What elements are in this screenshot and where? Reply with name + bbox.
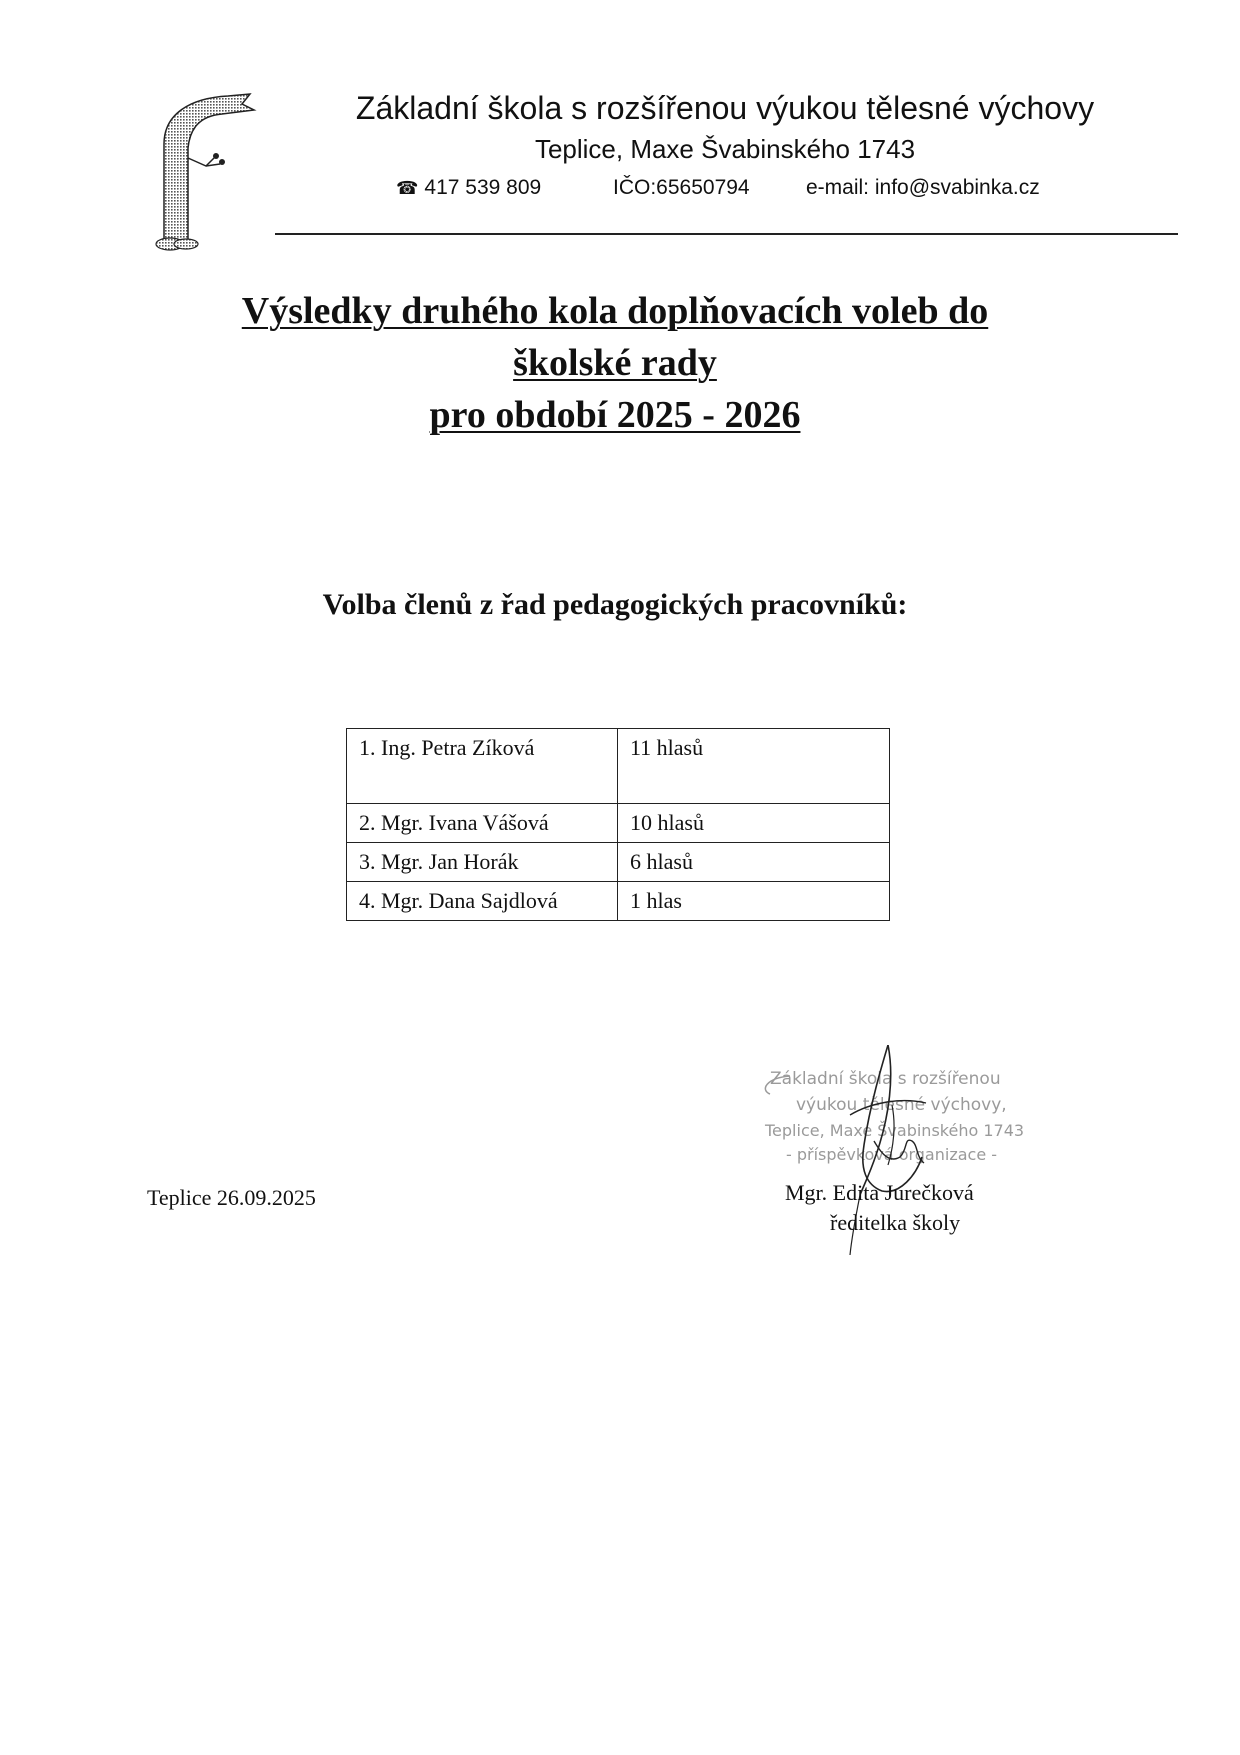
signer-role: ředitelka školy xyxy=(830,1210,961,1235)
stamp-line-4: - příspěvková organizace - xyxy=(786,1145,998,1164)
table-row xyxy=(347,729,890,804)
company-id: IČO:65650794 xyxy=(613,176,750,199)
candidate-name: 1. Ing. Petra Zíková xyxy=(347,729,618,804)
table-row xyxy=(347,882,890,921)
school-name: Základní škola s rozšířenou výukou tělesné výchovy xyxy=(355,90,1095,126)
vote-count: 10 hlasů xyxy=(618,804,890,843)
phone-number xyxy=(396,176,541,200)
candidate-name: 4. Mgr. Dana Sajdlová xyxy=(347,882,618,921)
vote-count: 11 hlasů xyxy=(618,729,890,804)
title-line-3: pro období 2025 - 2026 xyxy=(429,394,801,436)
candidate-name: 2. Mgr. Ivana Vášová xyxy=(347,804,618,843)
stamp-line-3: Teplice, Maxe Švabinského 1743 xyxy=(765,1121,1025,1140)
header-divider xyxy=(275,233,1178,235)
results-table xyxy=(346,728,890,921)
phone-text: 417 539 809 xyxy=(424,176,542,199)
telephone-icon: ☎ xyxy=(396,178,419,198)
stamp-line-1: Základní škola s rozšířenou xyxy=(770,1069,1001,1089)
vote-count: 1 hlas xyxy=(618,882,890,921)
stamp-line-2: výukou tělesné výchovy, xyxy=(796,1095,1007,1115)
title-line-2: školské rady xyxy=(513,342,717,384)
table-row xyxy=(347,843,890,882)
signer-name: Mgr. Edita Jurečková xyxy=(785,1180,974,1205)
vote-count: 6 hlasů xyxy=(618,843,890,882)
email-address: e-mail: info@svabinka.cz xyxy=(806,176,1040,199)
section-heading: Volba členů z řad pedagogických pracovníků: xyxy=(322,588,908,621)
school-logo-icon xyxy=(150,92,260,252)
school-address: Teplice, Maxe Švabinského 1743 xyxy=(534,134,916,164)
title-line-1: Výsledky druhého kola doplňovacích voleb do xyxy=(241,290,989,332)
place-and-date: Teplice 26.09.2025 xyxy=(147,1185,316,1210)
table-row xyxy=(347,804,890,843)
candidate-name: 3. Mgr. Jan Horák xyxy=(347,843,618,882)
document-title xyxy=(150,285,1080,441)
